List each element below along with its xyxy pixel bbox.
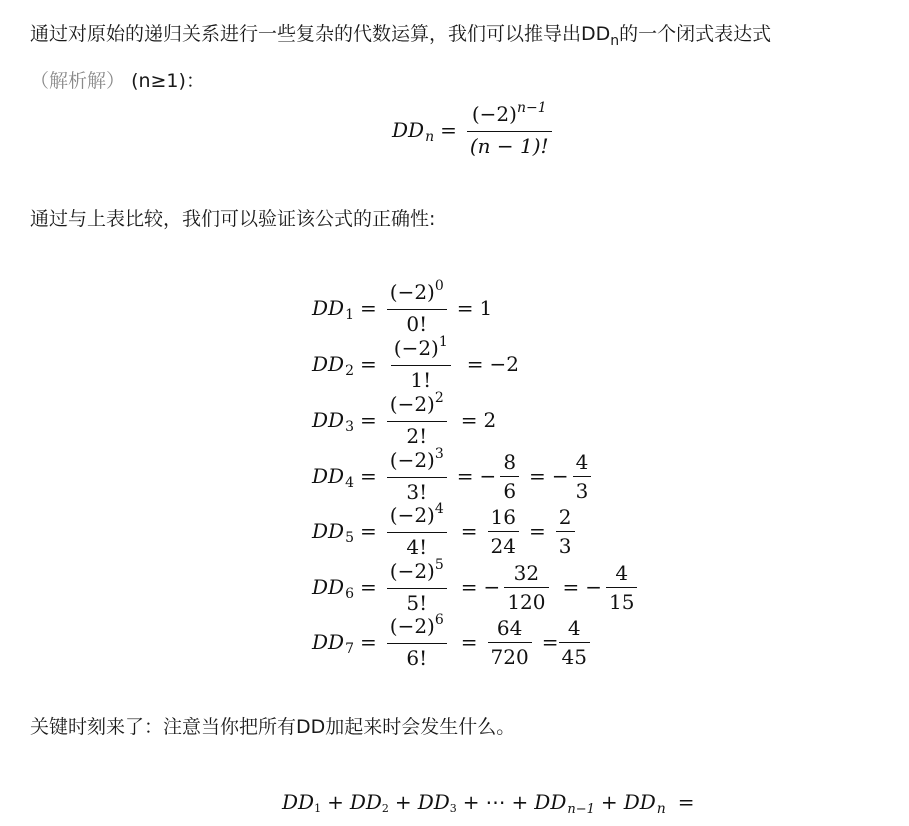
row-sub: 7 — [345, 641, 354, 657]
row-simplified-den: 120 — [504, 587, 548, 614]
row-equals: = — [360, 408, 377, 432]
row-equals-2: = — [460, 630, 478, 654]
row-numerator — [387, 448, 447, 477]
verify-row-4 — [312, 448, 595, 504]
formula-numerator — [469, 102, 550, 131]
verify-row-3 — [312, 392, 496, 448]
verify-row-5 — [312, 503, 579, 559]
row-simplified-num: 32 — [513, 560, 540, 585]
verify-row-7 — [312, 614, 594, 670]
closed-form-formula — [392, 102, 556, 158]
row-reduced-den: 15 — [606, 587, 637, 614]
row-result: 2 — [483, 408, 497, 432]
row-equals-3: = — [562, 575, 580, 599]
sum-term-5: DD — [623, 790, 656, 814]
row-sub: 1 — [345, 307, 354, 323]
row-num-base: (−2) — [389, 448, 435, 472]
row-equals-3: = — [529, 519, 546, 543]
row-denominator: 1! — [391, 365, 451, 392]
row-label: DD — [312, 630, 345, 654]
verify-row-6 — [312, 559, 641, 615]
row-equals-2: = — [456, 296, 474, 320]
row-equals-3: = — [541, 630, 559, 654]
row-reduced-fraction — [556, 505, 575, 558]
sum-term-3-sub: 3 — [449, 801, 457, 815]
row-label: DD — [312, 575, 345, 599]
row-num-base: (−2) — [389, 559, 435, 583]
row-simplified-num: 8 — [503, 449, 517, 474]
row-simplified-den: 6 — [500, 476, 519, 503]
row-fraction — [391, 336, 451, 392]
verify-row-2 — [312, 336, 519, 392]
row-reduced-den: 3 — [556, 531, 575, 558]
row-reduced-den: 3 — [573, 476, 592, 503]
row-numerator — [391, 336, 451, 365]
row-equals-2: = — [460, 575, 478, 599]
row-denominator: 0! — [387, 309, 447, 336]
key-moment-text: 关键时刻来了：注意当你把所有DD加起来时会发生什么。 — [30, 716, 516, 738]
row-sub: 5 — [345, 530, 354, 546]
row-label: DD — [312, 296, 345, 320]
formula-num-base: (−2) — [471, 102, 517, 126]
sum-term-1-sub: 1 — [314, 801, 322, 815]
row-num-exp: 3 — [434, 446, 444, 462]
row-num-base: (−2) — [389, 280, 435, 304]
row-simplified-fraction — [500, 450, 519, 503]
row-equals: = — [360, 464, 377, 488]
intro-text: 通过对原始的递归关系进行一些复杂的代数运算，我们可以推导出DD — [30, 23, 611, 45]
formula-num-exp: n−1 — [516, 100, 547, 116]
row-num-base: (−2) — [389, 503, 435, 527]
intro-line-1 — [30, 21, 771, 54]
row-denominator: 2! — [387, 421, 447, 448]
row-simplified-den: 720 — [488, 642, 532, 669]
row-simplified-num: 64 — [496, 615, 523, 640]
row-sign-2: − — [585, 575, 603, 599]
row-num-base: (−2) — [389, 614, 435, 638]
row-num-exp: 2 — [434, 390, 444, 406]
row-simplified-num: 16 — [490, 504, 516, 529]
intro-subscript: n — [610, 32, 620, 49]
row-label: DD — [312, 352, 345, 376]
row-denominator: 5! — [387, 588, 447, 615]
sum-equals: = — [677, 790, 695, 814]
row-sub: 3 — [345, 419, 354, 435]
row-num-exp: 6 — [434, 612, 444, 628]
row-fraction — [387, 614, 447, 670]
row-sign-1: − — [479, 464, 497, 488]
row-equals: = — [360, 519, 377, 543]
row-equals-2: = — [456, 464, 474, 488]
sum-plus-1: + — [327, 790, 344, 814]
formula-fraction — [467, 102, 552, 158]
row-result: −2 — [489, 352, 520, 376]
row-result: 1 — [479, 296, 493, 320]
domain-condition: (n≥1)： — [131, 70, 205, 92]
sum-term-3: DD — [417, 790, 450, 814]
row-fraction — [387, 503, 447, 559]
formula-lhs-sub: n — [425, 129, 435, 145]
row-fraction — [387, 448, 447, 504]
row-fraction — [387, 280, 447, 336]
row-numerator — [387, 559, 447, 588]
row-reduced-num: 4 — [567, 615, 581, 640]
row-equals-2: = — [460, 408, 478, 432]
row-num-base: (−2) — [389, 392, 435, 416]
row-num-exp: 1 — [438, 334, 448, 350]
row-reduced-num: 2 — [558, 504, 572, 529]
sum-plus-3: + — [462, 790, 480, 814]
row-label: DD — [312, 464, 345, 488]
row-num-exp: 0 — [434, 278, 444, 294]
row-reduced-num: 4 — [575, 449, 589, 474]
sum-formula — [282, 790, 701, 817]
row-reduced-fraction — [559, 616, 590, 669]
sum-plus-5: + — [600, 790, 618, 814]
intro-line-2 — [30, 68, 205, 94]
formula-equals: = — [440, 118, 457, 142]
sum-term-1: DD — [282, 790, 315, 814]
row-simplified-fraction — [504, 561, 548, 614]
formula-denominator: (n − 1)! — [467, 131, 552, 158]
row-denominator: 4! — [387, 532, 447, 559]
row-reduced-fraction — [606, 561, 637, 614]
row-sub: 4 — [345, 475, 354, 491]
verify-text: 通过与上表比较，我们可以验证该公式的正确性: — [30, 208, 436, 230]
row-equals: = — [360, 630, 377, 654]
sum-term-2-sub: 2 — [381, 801, 389, 815]
row-numerator — [387, 280, 447, 309]
sum-plus-2: + — [394, 790, 412, 814]
sum-term-5-sub: n — [656, 801, 666, 817]
row-numerator — [387, 614, 447, 643]
row-numerator — [387, 503, 447, 532]
verify-row-1 — [312, 280, 492, 336]
row-equals-2: = — [460, 519, 478, 543]
row-equals-3: = — [529, 464, 546, 488]
row-sub: 2 — [345, 363, 354, 379]
row-sign-2: − — [551, 464, 569, 488]
sum-ellipsis: ⋯ — [485, 790, 506, 814]
row-reduced-fraction — [573, 450, 592, 503]
row-equals: = — [360, 575, 377, 599]
row-sign-1: − — [483, 575, 501, 599]
analytic-solution-note: （解析解） — [30, 70, 126, 92]
sum-plus-4: + — [511, 790, 529, 814]
row-reduced-num: 4 — [615, 560, 629, 585]
row-label: DD — [312, 408, 345, 432]
row-denominator: 6! — [387, 643, 447, 670]
sum-term-4-sub: n−1 — [567, 801, 595, 817]
row-sub: 6 — [345, 586, 354, 602]
row-equals: = — [360, 296, 377, 320]
row-simplified-fraction — [488, 505, 519, 558]
row-equals: = — [360, 352, 377, 376]
formula-lhs: DD — [392, 118, 425, 142]
row-fraction — [387, 559, 447, 615]
row-denominator: 3! — [387, 477, 447, 504]
row-fraction — [387, 392, 447, 448]
row-equals-2: = — [466, 352, 484, 376]
row-label: DD — [312, 519, 345, 543]
row-simplified-fraction — [488, 616, 532, 669]
row-numerator — [387, 392, 447, 421]
sum-term-4: DD — [534, 790, 567, 814]
row-simplified-den: 24 — [488, 531, 519, 558]
intro-tail: 的一个闭式表达式 — [619, 23, 772, 45]
row-num-base: (−2) — [393, 336, 439, 360]
row-reduced-den: 45 — [559, 642, 590, 669]
row-num-exp: 5 — [434, 557, 444, 573]
sum-term-2: DD — [349, 790, 382, 814]
row-num-exp: 4 — [434, 501, 444, 517]
